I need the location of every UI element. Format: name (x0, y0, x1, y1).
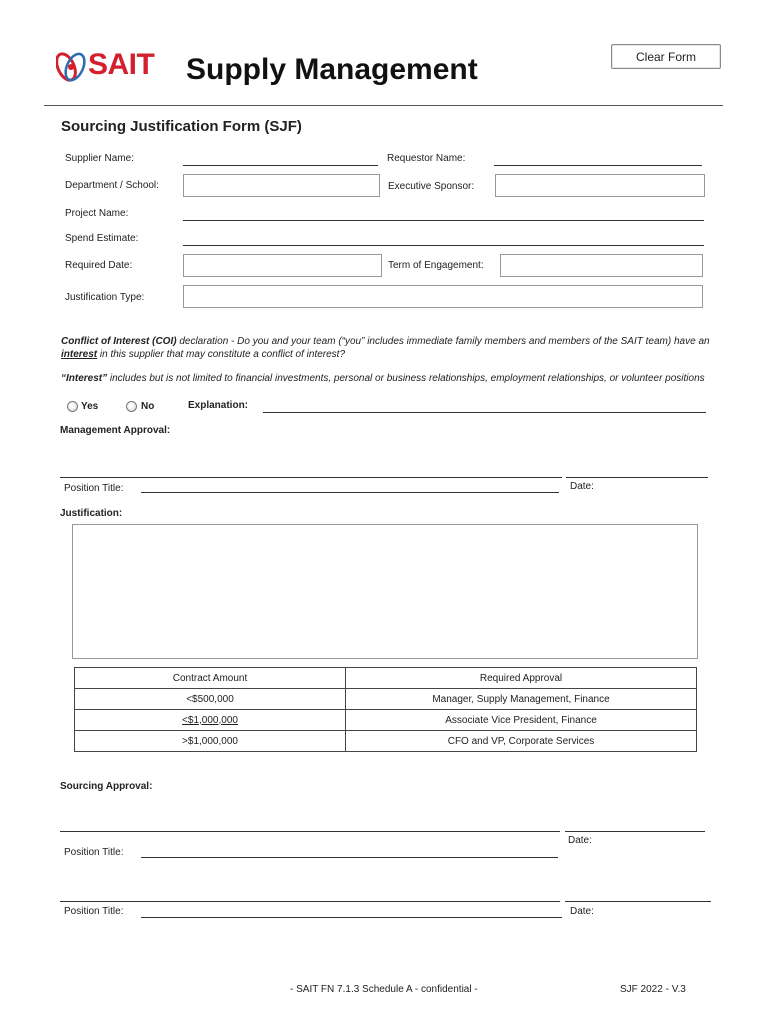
table-row (75, 689, 697, 710)
term-of-engagement-field[interactable] (500, 254, 703, 277)
sourcing-position-title-label-2: Position Title: (64, 906, 124, 917)
sourcing-date-line-1[interactable] (565, 831, 705, 832)
explanation-label: Explanation: (188, 400, 249, 411)
management-approval-heading: Management Approval: (60, 425, 171, 436)
sourcing-position-title-field-2[interactable] (141, 917, 562, 918)
yes-label: Yes (81, 401, 99, 412)
executive-sponsor-field[interactable] (495, 174, 705, 197)
table-cell: CFO and VP, Corporate Services (346, 731, 697, 752)
sourcing-date-label-2: Date: (570, 906, 594, 917)
explanation-field[interactable] (263, 412, 706, 413)
table-header-cell: Contract Amount (75, 668, 346, 689)
department-field[interactable] (183, 174, 380, 197)
supplier-name-field[interactable] (183, 165, 378, 166)
sait-logo-icon (56, 50, 86, 84)
department-label: Department / School: (65, 180, 159, 191)
sourcing-signature-field-1[interactable] (60, 831, 560, 832)
table-cell (75, 710, 346, 731)
coi-declaration (61, 335, 711, 361)
table-cell: <$500,000 (75, 689, 346, 710)
coi-text-2: in this supplier that may constitute a conflict of interest? (97, 349, 346, 360)
executive-sponsor-label: Executive Sponsor: (388, 181, 475, 192)
table-header-row (75, 668, 697, 689)
approval-threshold-table (74, 667, 697, 752)
term-of-engagement-label: Term of Engagement: (388, 260, 484, 271)
table-cell: Manager, Supply Management, Finance (346, 689, 697, 710)
footer-document-id: - SAIT FN 7.1.3 Schedule A - confidential - (290, 984, 478, 995)
sourcing-approval-heading: Sourcing Approval: (60, 781, 153, 792)
table-header-cell: Required Approval (346, 668, 697, 689)
justification-heading: Justification: (60, 508, 123, 519)
sourcing-position-title-label-1: Position Title: (64, 847, 124, 858)
no-label: No (141, 401, 155, 412)
sourcing-date-line-2[interactable] (565, 901, 711, 902)
yes-radio[interactable] (67, 401, 78, 412)
required-date-field[interactable] (183, 254, 382, 277)
clear-form-button[interactable]: Clear Form (611, 44, 721, 69)
form-title: Sourcing Justification Form (SJF) (61, 118, 302, 135)
management-date-label: Date: (570, 481, 594, 492)
management-position-title-label: Position Title: (64, 483, 124, 494)
header-divider (44, 105, 723, 106)
requestor-name-field[interactable] (494, 165, 702, 166)
coi-interest-emphasis: interest (61, 349, 98, 360)
supplier-name-label: Supplier Name: (65, 153, 134, 164)
sourcing-signature-field-2[interactable] (60, 901, 560, 902)
management-date-line[interactable] (566, 477, 708, 478)
requestor-name-label: Requestor Name: (387, 153, 466, 164)
project-name-label: Project Name: (65, 208, 129, 219)
justification-type-label: Justification Type: (65, 292, 145, 303)
spend-estimate-label: Spend Estimate: (65, 233, 139, 244)
footer-version: SJF 2022 - V.3 (620, 984, 686, 995)
project-name-field[interactable] (183, 220, 704, 221)
management-position-title-field[interactable] (141, 492, 559, 493)
justification-textarea[interactable] (72, 524, 698, 659)
no-radio[interactable] (126, 401, 137, 412)
table-cell: >$1,000,000 (75, 731, 346, 752)
interest-definition (61, 372, 711, 385)
required-date-label: Required Date: (65, 260, 133, 271)
interest-lead: “Interest” (61, 373, 108, 384)
table-cell-text: <$1,000,000 (182, 714, 238, 726)
table-cell: Associate Vice President, Finance (346, 710, 697, 731)
coi-lead: Conflict of Interest (COI) (61, 336, 177, 347)
coi-text-1: declaration - Do you and your team (“you” includes immediate family members and members of the SAIT team) have an (176, 336, 710, 347)
page-title: Supply Management (186, 53, 478, 86)
interest-text: includes but is not limited to financial investments, personal or business relationships, employment relationships, or volunteer positions (107, 373, 705, 384)
sourcing-date-label-1: Date: (568, 835, 592, 846)
logo-text: SAIT (88, 48, 155, 81)
table-row (75, 731, 697, 752)
sourcing-position-title-field-1[interactable] (141, 857, 558, 858)
justification-type-field[interactable] (183, 285, 703, 308)
management-signature-field[interactable] (60, 477, 562, 478)
table-row (75, 710, 697, 731)
spend-estimate-field[interactable] (183, 245, 704, 246)
